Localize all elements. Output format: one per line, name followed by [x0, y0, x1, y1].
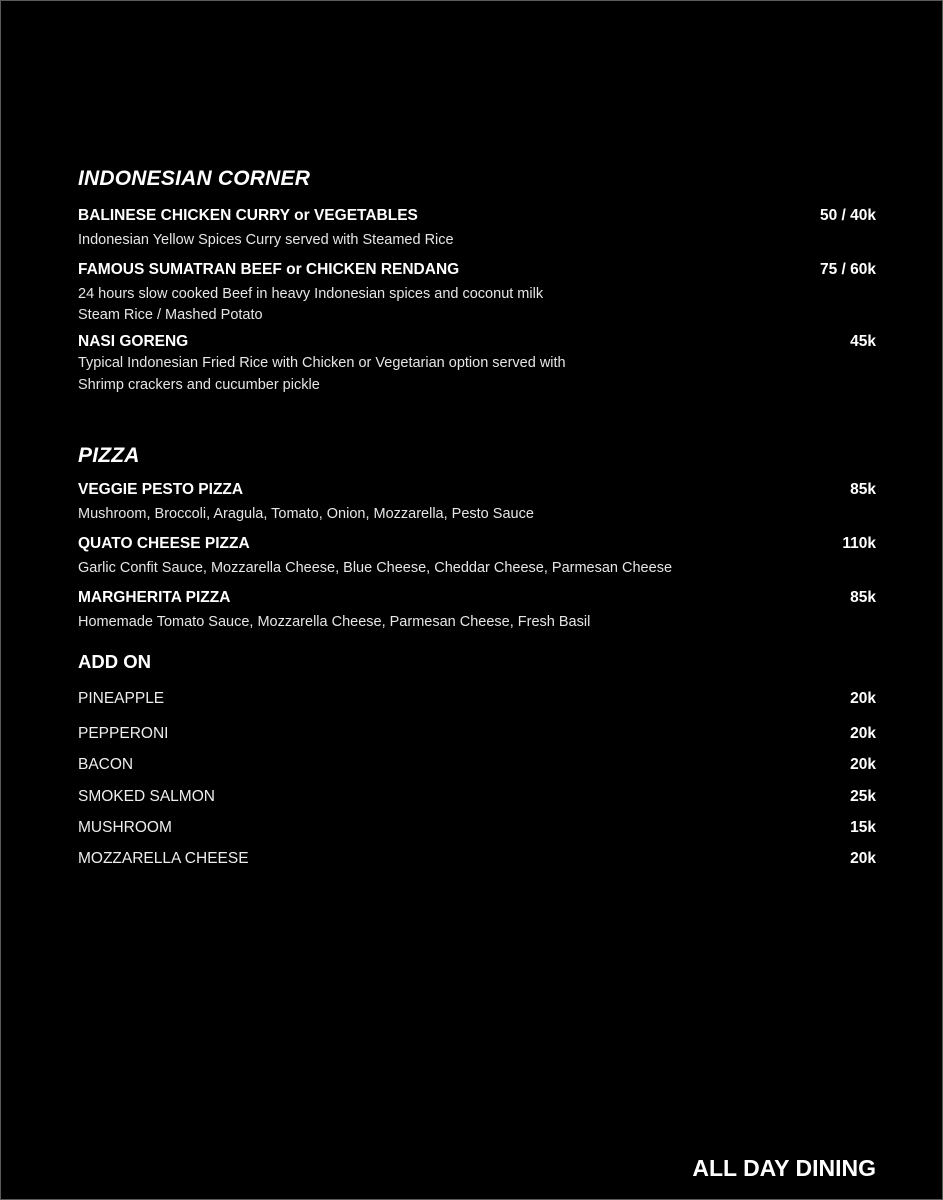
menu-item-description: Homemade Tomato Sauce, Mozzarella Cheese, Parmesan Cheese, Fresh Basil — [78, 614, 591, 630]
menu-item-name: QUATO CHEESE PIZZA — [78, 535, 250, 552]
menu-item-description: Mushroom, Broccoli, Aragula, Tomato, Onion, Mozzarella, Pesto Sauce — [78, 506, 534, 522]
addon-item-name: PINEAPPLE — [78, 690, 165, 707]
section-title-indonesian: INDONESIAN CORNER — [78, 167, 311, 190]
menu-item-price: 85k — [850, 481, 876, 498]
footer-title: ALL DAY DINING — [692, 1155, 876, 1181]
menu-item-name: MARGHERITA PIZZA — [78, 589, 231, 606]
menu-item-price: 85k — [850, 589, 876, 606]
addon-item-name: MOZZARELLA CHEESE — [78, 850, 249, 867]
addon-item-name: MUSHROOM — [78, 819, 172, 836]
addon-item-price: 20k — [850, 756, 876, 773]
menu-item-name: FAMOUS SUMATRAN BEEF or CHICKEN RENDANG — [78, 261, 460, 278]
menu-item-price: 45k — [850, 333, 876, 350]
menu-item-description: Indonesian Yellow Spices Curry served with Steamed Rice — [78, 232, 454, 248]
addon-item-price: 20k — [850, 725, 876, 742]
menu-item-price: 75 / 60k — [819, 261, 876, 278]
menu-item-description: Steam Rice / Mashed Potato — [78, 307, 263, 323]
addon-item-name: SMOKED SALMON — [78, 788, 215, 805]
menu-item-name: BALINESE CHICKEN CURRY or VEGETABLES — [78, 207, 418, 224]
addon-item-name: BACON — [78, 756, 134, 773]
addon-item-price: 15k — [850, 819, 876, 836]
menu-item-description: Garlic Confit Sauce, Mozzarella Cheese, Blue Cheese, Cheddar Cheese, Parmesan Cheese — [78, 560, 673, 576]
addon-item-price: 25k — [850, 788, 876, 805]
menu-item-price: 50 / 40k — [819, 207, 876, 224]
menu-item-description: Typical Indonesian Fried Rice with Chicken or Vegetarian option served with — [78, 355, 566, 371]
addon-item-price: 20k — [850, 850, 876, 867]
addon-item-price: 20k — [850, 690, 876, 707]
menu-item-name: VEGGIE PESTO PIZZA — [78, 481, 244, 498]
menu-item-price: 110k — [842, 535, 876, 552]
section-title-addon: ADD ON — [78, 651, 151, 672]
menu-item-description: 24 hours slow cooked Beef in heavy Indonesian spices and coconut milk — [78, 286, 544, 302]
menu-item-name: NASI GORENG — [78, 333, 189, 350]
section-title-pizza: PIZZA — [78, 444, 140, 467]
addon-item-name: PEPPERONI — [78, 725, 169, 742]
menu-item-description: Shrimp crackers and cucumber pickle — [78, 377, 320, 393]
